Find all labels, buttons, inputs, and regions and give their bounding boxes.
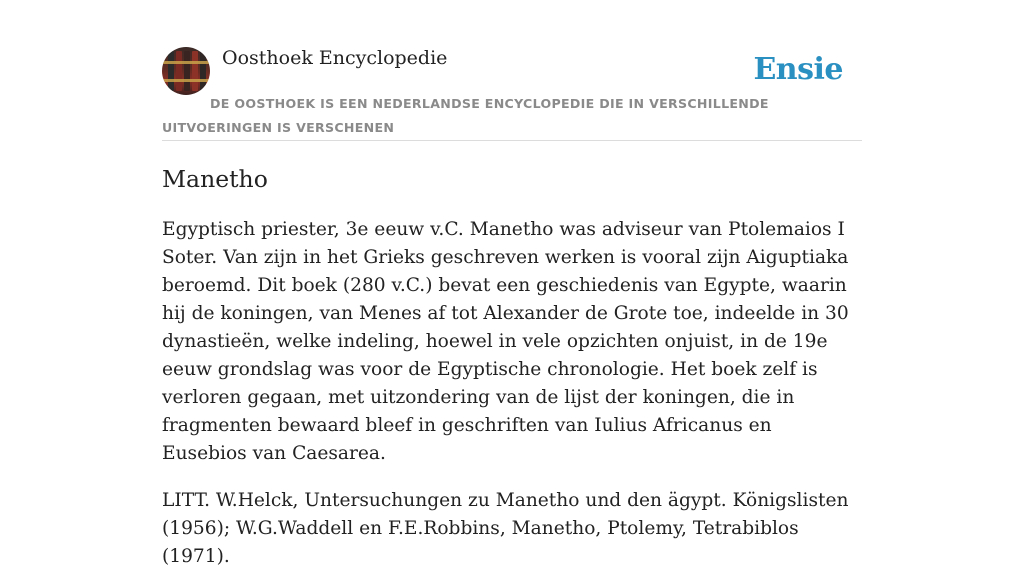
article-title: Manetho	[162, 165, 268, 193]
article-body-paragraph: Egyptisch priester, 3e eeuw v.C. Manetho was adviseur van Ptolemaios I Soter. Van zijn in het Grieks geschreven werken is vooral zijn Aiguptiaka beroemd. Dit boek (280 v.C.) bevat een geschiedenis van Egypte, waarin hij de koningen, van Menes af tot Alexander de Grote toe, indeelde in 30 dynastieën, welke indeling, hoewel in vele opzichten onjuist, in de 19e eeuw grondslag was voor de Egyptische chronologie. Het boek zelf is verloren gegaan, met uitzondering van de lijst der koningen, die in fragmenten bewaard bleef in geschriften van Iulius Africanus en Eusebios van Caesarea.	[162, 219, 849, 464]
site-header	[162, 45, 862, 141]
site-name-link[interactable]: Oosthoek Encyclopedie	[222, 47, 448, 69]
site-tagline: DE OOSTHOEK IS EEN NEDERLANDSE ENCYCLOPEDIE DIE IN VERSCHILLENDE UITVOERINGEN IS VERSCHENEN	[162, 96, 769, 135]
ensie-logo[interactable]: Ensie	[753, 52, 843, 87]
article-literature-paragraph: LITT. W.Helck, Untersuchungen zu Manetho und den ägypt. Königslisten (1956); W.G.Waddell en F.E.Robbins, Manetho, Ptolemy, Tetrabiblos (1971).	[162, 490, 849, 567]
article	[162, 160, 862, 571]
encyclopedia-books-avatar[interactable]	[162, 47, 210, 95]
